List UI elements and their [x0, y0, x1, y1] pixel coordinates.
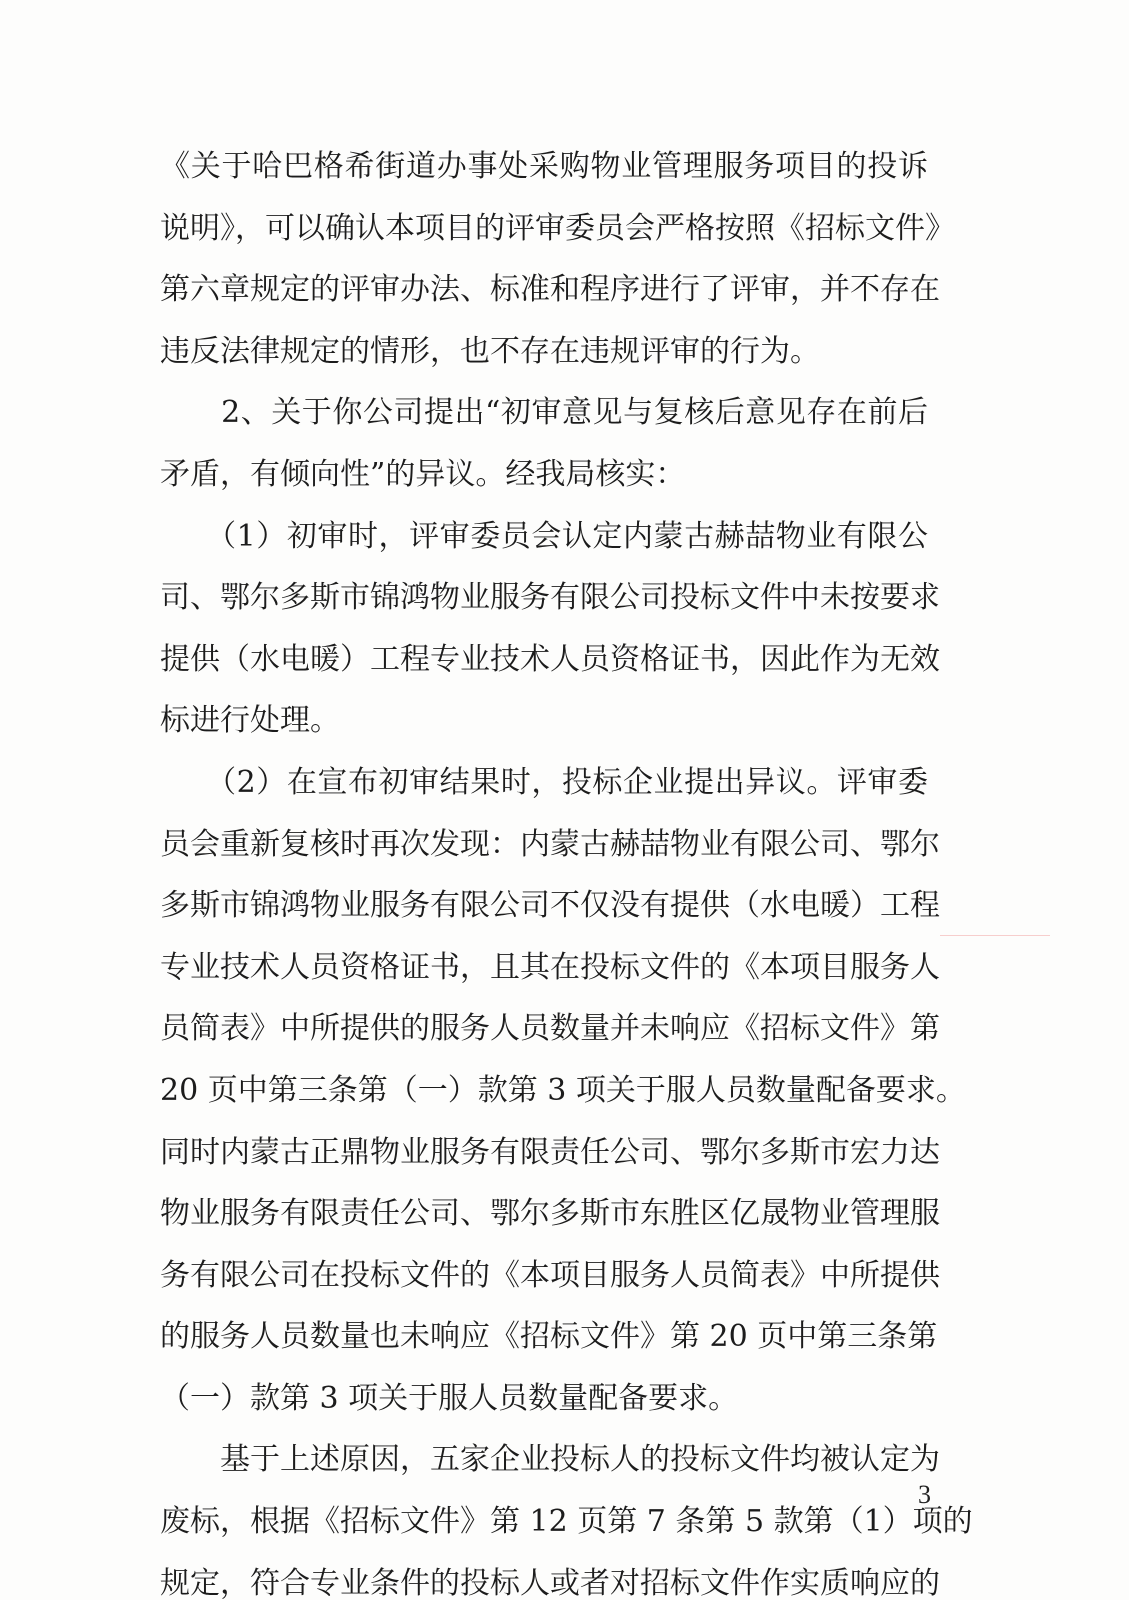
- paragraph: [160, 752, 966, 1430]
- text-line: 矛盾，有倾向性”的异议。经我局核实：: [160, 456, 686, 492]
- text-line: 司、鄂尔多斯市锦鸿物业服务有限公司投标文件中未按要求: [160, 580, 940, 616]
- text-line: （1）初审时，评审委员会认定内蒙古赫喆物业有限公: [160, 518, 928, 554]
- text-line: 第六章规定的评审办法、标准和程序进行了评审，并不存在: [160, 272, 940, 308]
- text-line: 员简表》中所提供的服务人员数量并未响应《招标文件》第: [160, 1011, 940, 1047]
- text-line: 说明》，可以确认本项目的评审委员会严格按照《招标文件》: [160, 210, 955, 246]
- text-line: 规定，符合专业条件的投标人或者对招标文件作实质响应的: [160, 1565, 940, 1601]
- text-line: 多斯市锦鸿物业服务有限公司不仅没有提供（水电暖）工程: [160, 888, 940, 924]
- paragraph: [160, 136, 955, 382]
- text-line: 20 页中第三条第（一）款第 3 项关于服人员数量配备要求。: [160, 1072, 966, 1108]
- text-line: 违反法律规定的情形，也不存在违规评审的行为。: [160, 333, 820, 369]
- text-line: 专业技术人员资格证书，且其在投标文件的《本项目服务人: [160, 949, 940, 985]
- text-line: 同时内蒙古正鼎物业服务有限责任公司、鄂尔多斯市宏力达: [160, 1134, 940, 1170]
- paragraph: [160, 506, 940, 752]
- text-line: 废标，根据《招标文件》第 12 页第 7 条第 5 款第（1）项的: [160, 1504, 973, 1540]
- paragraph: [160, 1429, 973, 1614]
- text-line: （一）款第 3 项关于服人员数量配备要求。: [160, 1380, 739, 1416]
- text-line: 《关于哈巴格希街道办事处采购物业管理服务项目的投诉: [160, 149, 928, 184]
- text-line: 标进行处理。: [160, 703, 340, 739]
- page-number: 3: [918, 1480, 931, 1509]
- document-body: [160, 136, 973, 1614]
- text-line: 提供（水电暖）工程专业技术人员资格证书，因此作为无效: [160, 641, 940, 677]
- text-line: 物业服务有限责任公司、鄂尔多斯市东胜区亿晟物业管理服: [160, 1196, 940, 1232]
- text-line: （2）在宣布初审结果时，投标企业提出异议。评审委: [160, 764, 928, 800]
- text-line: 基于上述原因，五家企业投标人的投标文件均被认定为: [160, 1442, 940, 1478]
- text-line: 员会重新复核时再次发现：内蒙古赫喆物业有限公司、鄂尔: [160, 826, 940, 862]
- text-line: 2、关于你公司提出“初审意见与复核后意见存在前后: [160, 395, 928, 431]
- text-line: 的服务人员数量也未响应《招标文件》第 20 页中第三条第: [160, 1319, 938, 1355]
- scan-artifact-line: [940, 935, 1050, 936]
- paragraph: [160, 382, 928, 505]
- text-line: 务有限公司在投标文件的《本项目服务人员简表》中所提供: [160, 1257, 940, 1293]
